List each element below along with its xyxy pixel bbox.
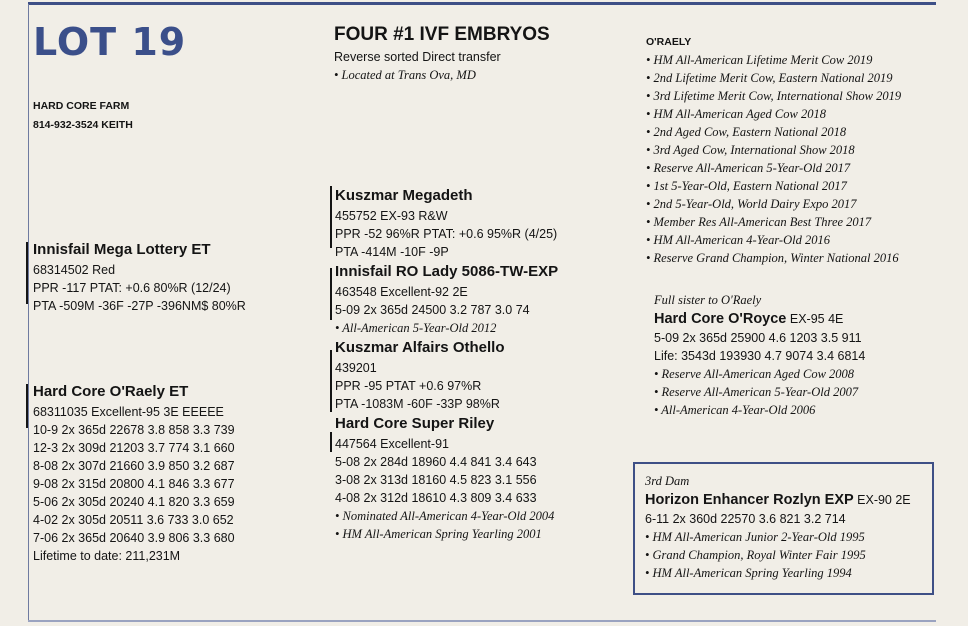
offering-location: • Located at Trans Ova, MD <box>334 68 476 82</box>
dam-record: 4-02 2x 305d 20511 3.6 733 3.0 652 <box>33 513 234 527</box>
pedigree-line: 447564 Excellent-91 <box>335 437 449 451</box>
award-item: • Reserve All-American Aged Cow 2008 <box>654 367 855 381</box>
oraely-heading: O'RAELY <box>646 36 692 48</box>
award-item: • Reserve All-American 5-Year-Old 2017 <box>646 161 851 175</box>
sister-block <box>654 291 865 419</box>
pedigree-line: 439201 <box>335 361 377 375</box>
pedigree-note: • All-American 5-Year-Old 2012 <box>335 321 497 335</box>
award-item: • HM All-American 4-Year-Old 2016 <box>646 233 830 247</box>
award-item: • Reserve All-American 5-Year-Old 2007 <box>654 385 859 399</box>
pedigree-block <box>335 185 558 543</box>
left-rule <box>28 4 29 620</box>
dam-lifetime: Lifetime to date: 211,231M <box>33 549 181 563</box>
award-item: • HM All-American Junior 2-Year-Old 1995 <box>645 530 865 544</box>
offering-block <box>334 22 550 84</box>
third-dam-record: 6-11 2x 360d 22570 3.6 821 3.2 714 <box>645 512 846 526</box>
farm-name: HARD CORE FARM <box>33 100 130 112</box>
award-item: • 1st 5-Year-Old, Eastern National 2017 <box>646 179 847 193</box>
dam-name: Hard Core O'Raely ET <box>33 383 189 400</box>
dam-registration: 68311035 Excellent-95 3E EEEEE <box>33 405 224 419</box>
dam-record: 10-9 2x 365d 22678 3.8 858 3.3 739 <box>33 423 235 437</box>
award-item: • Grand Champion, Royal Winter Fair 1995 <box>645 548 866 562</box>
award-item: • 3rd Lifetime Merit Cow, International Show 2019 <box>646 89 902 103</box>
sire-line: PTA -509M -36F -27P -396NM$ 80%R <box>33 299 246 313</box>
farm-phone: 814-932-3524 KEITH <box>33 119 133 131</box>
dam-record: 9-08 2x 315d 20800 4.1 846 3.3 677 <box>33 477 235 491</box>
pedigree-line: 3-08 2x 313d 18160 4.5 823 3.1 556 <box>335 473 537 487</box>
award-item: • 2nd Aged Cow, Eastern National 2018 <box>646 125 847 139</box>
pedigree-line: 463548 Excellent-92 2E <box>335 285 468 299</box>
award-item: • 3rd Aged Cow, International Show 2018 <box>646 143 855 157</box>
award-item: • HM All-American Aged Cow 2018 <box>646 107 826 121</box>
oraely-block <box>646 33 901 267</box>
award-item: • Reserve Grand Champion, Winter National 2016 <box>646 251 899 265</box>
sister-title <box>654 309 865 329</box>
pedigree-line: PTA -414M -10F -9P <box>335 245 449 259</box>
bottom-rule <box>28 620 936 622</box>
pedigree-line: PTA -1083M -60F -33P 98%R <box>335 397 500 411</box>
pedigree-name: Kuszmar Megadeth <box>335 187 473 204</box>
pedigree-line: PPR -95 PTAT +0.6 97%R <box>335 379 482 393</box>
dam-block <box>33 381 235 565</box>
third-dam-block <box>645 472 911 582</box>
sister-class: EX-95 4E <box>786 312 844 326</box>
pedigree-line: 455752 EX-93 R&W <box>335 209 448 223</box>
award-item: • 2nd Lifetime Merit Cow, Eastern National 2019 <box>646 71 893 85</box>
dam-record: 5-06 2x 305d 20240 4.1 820 3.3 659 <box>33 495 235 509</box>
award-item: • All-American 4-Year-Old 2006 <box>654 403 816 417</box>
sire-line: PPR -117 PTAT: +0.6 80%R (12/24) <box>33 281 231 295</box>
ped-bar <box>330 186 332 248</box>
lot-title: LOT 19 <box>33 20 187 64</box>
pedigree-line: 4-08 2x 312d 18610 4.3 809 3.4 633 <box>335 491 537 505</box>
dam-bar <box>26 384 28 428</box>
sire-bar <box>26 242 28 304</box>
sister-record: 5-09 2x 365d 25900 4.6 1203 3.5 911 <box>654 331 862 345</box>
third-dam-class: EX-90 2E <box>853 493 911 507</box>
third-dam-label: 3rd Dam <box>645 474 690 488</box>
sire-name: Innisfail Mega Lottery ET <box>33 241 211 258</box>
top-rule <box>28 2 936 5</box>
ped-bar <box>330 350 332 412</box>
pedigree-name: Innisfail RO Lady 5086-TW-EXP <box>335 263 559 280</box>
pedigree-name: Kuszmar Alfairs Othello <box>335 339 505 356</box>
pedigree-line: PPR -52 96%R PTAT: +0.6 95%R (4/25) <box>335 227 558 241</box>
award-item: • Member Res All-American Best Three 2017 <box>646 215 872 229</box>
award-item: • HM All-American Spring Yearling 1994 <box>645 566 852 580</box>
sire-line: 68314502 Red <box>33 263 116 277</box>
sire-block <box>33 239 246 315</box>
dam-record: 8-08 2x 307d 21660 3.9 850 3.2 687 <box>33 459 235 473</box>
sister-lifetime: Life: 3543d 193930 4.7 9074 3.4 6814 <box>654 349 866 363</box>
pedigree-line: 5-09 2x 365d 24500 3.2 787 3.0 74 <box>335 303 530 317</box>
dam-record: 7-06 2x 365d 20640 3.9 806 3.3 680 <box>33 531 235 545</box>
pedigree-line: 5-08 2x 284d 18960 4.4 841 3.4 643 <box>335 455 537 469</box>
pedigree-name: Hard Core Super Riley <box>335 415 495 432</box>
ped-bar <box>330 432 332 452</box>
ped-bar <box>330 268 332 320</box>
award-item: • 2nd 5-Year-Old, World Dairy Expo 2017 <box>646 197 857 211</box>
consignor-block <box>33 97 133 135</box>
sister-name: Hard Core O'Royce <box>654 311 787 327</box>
third-dam-title <box>645 490 911 510</box>
third-dam-name: Horizon Enhancer Rozlyn EXP <box>645 492 854 508</box>
offering-subtitle: Reverse sorted Direct transfer <box>334 50 501 64</box>
award-item: • HM All-American Lifetime Merit Cow 2019 <box>646 53 873 67</box>
dam-record: 12-3 2x 309d 21203 3.7 774 3.1 660 <box>33 441 235 455</box>
pedigree-note: • Nominated All-American 4-Year-Old 2004 <box>335 509 555 523</box>
pedigree-note: • HM All-American Spring Yearling 2001 <box>335 527 542 541</box>
sister-label: Full sister to O'Raely <box>654 293 762 307</box>
offering-title: FOUR #1 IVF EMBRYOS <box>334 24 550 45</box>
